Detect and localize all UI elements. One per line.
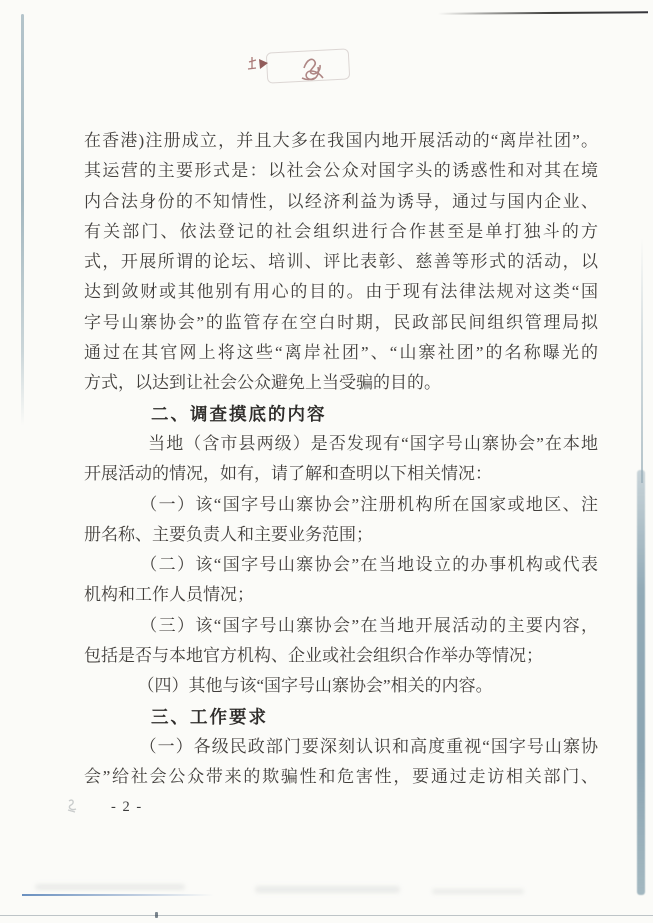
- text-line: 开展活动的情况，如有，请了解和查明以下相关情况：: [84, 464, 492, 484]
- text-line: 会”给社会公众带来的欺骗性和危害性，要通过走访相关部门、: [84, 767, 598, 787]
- scan-artifact-hairline-tick: [155, 912, 158, 918]
- scan-artifact-smudge: [35, 884, 185, 890]
- scan-artifact-right-shadow-strip: [637, 470, 645, 895]
- text-line: （三）该“国字号山寨协会”在当地开展活动的主要内容，: [112, 615, 598, 635]
- text-line: 机构和工作人员情况；: [84, 585, 254, 605]
- margin-scribble-mark: [66, 796, 82, 816]
- document-body: [84, 126, 598, 793]
- text-line: （四）其他与该“国字号山寨协会”相关的内容。: [112, 676, 493, 696]
- text-line: 当地（含市县两级）是否发现有“国字号山寨协会”在本地: [112, 433, 598, 453]
- text-line: 达到敛财或其他别有用心的目的。由于现有法律法规对这类“国: [84, 282, 598, 302]
- text-line: （二）该“国字号山寨协会”在当地设立的办事机构或代表: [112, 555, 598, 575]
- text-line: 内合法身份的不知情性，以经济利益为诱导，通过与国内企业、: [84, 191, 598, 211]
- text-line: 包括是否与本地官方机构、企业或社会组织合作举办等情况；: [84, 646, 543, 666]
- handwritten-stamp-mark: [240, 42, 370, 94]
- text-line: 字号山寨协会”的监管存在空白时期，民政部民间组织管理局拟: [84, 312, 598, 332]
- text-line: 其运营的主要形式是：以社会公众对国字头的诱惑性和对其在境: [84, 161, 598, 181]
- scan-artifact-smudge: [255, 886, 400, 893]
- text-line: 有关部门、依法登记的社会组织进行合作甚至是单打独斗的方: [84, 221, 598, 241]
- text-line: 式，开展所谓的论坛、培训、评比表彰、慈善等形式的活动，以: [84, 252, 598, 272]
- text-line: 在香港)注册成立，并且大多在我国内地开展活动的“离岸社团”。: [84, 131, 598, 150]
- page-number: - 2 -: [111, 799, 143, 815]
- text-line: 册名称、主要负责人和主要业务范围；: [84, 524, 373, 544]
- scan-artifact-top-edge-line: [438, 11, 648, 14]
- section-heading-3: 三、工作要求: [112, 706, 268, 727]
- section-heading-2: 二、调查摸底的内容: [112, 403, 327, 424]
- text-line: （一）各级民政部门要深刻认识和高度重视“国字号山寨协: [112, 736, 598, 756]
- scan-artifact-bottom-ink-line: [22, 894, 214, 896]
- scan-artifact-left-fold-line: [21, 14, 24, 426]
- text-line: （一）该“国字号山寨协会”注册机构所在国家或地区、注: [112, 494, 598, 514]
- text-line: 通过在其官网上将这些“离岸社团”、“山寨社团”的名称曝光的: [84, 343, 598, 363]
- scan-artifact-smudge: [432, 889, 524, 894]
- scan-artifact-right-edge-thin-line: [641, 238, 643, 483]
- scan-artifact-bottom-hairline: [0, 915, 653, 916]
- text-line: 方式，以达到让社会公众避免上当受骗的目的。: [84, 373, 441, 393]
